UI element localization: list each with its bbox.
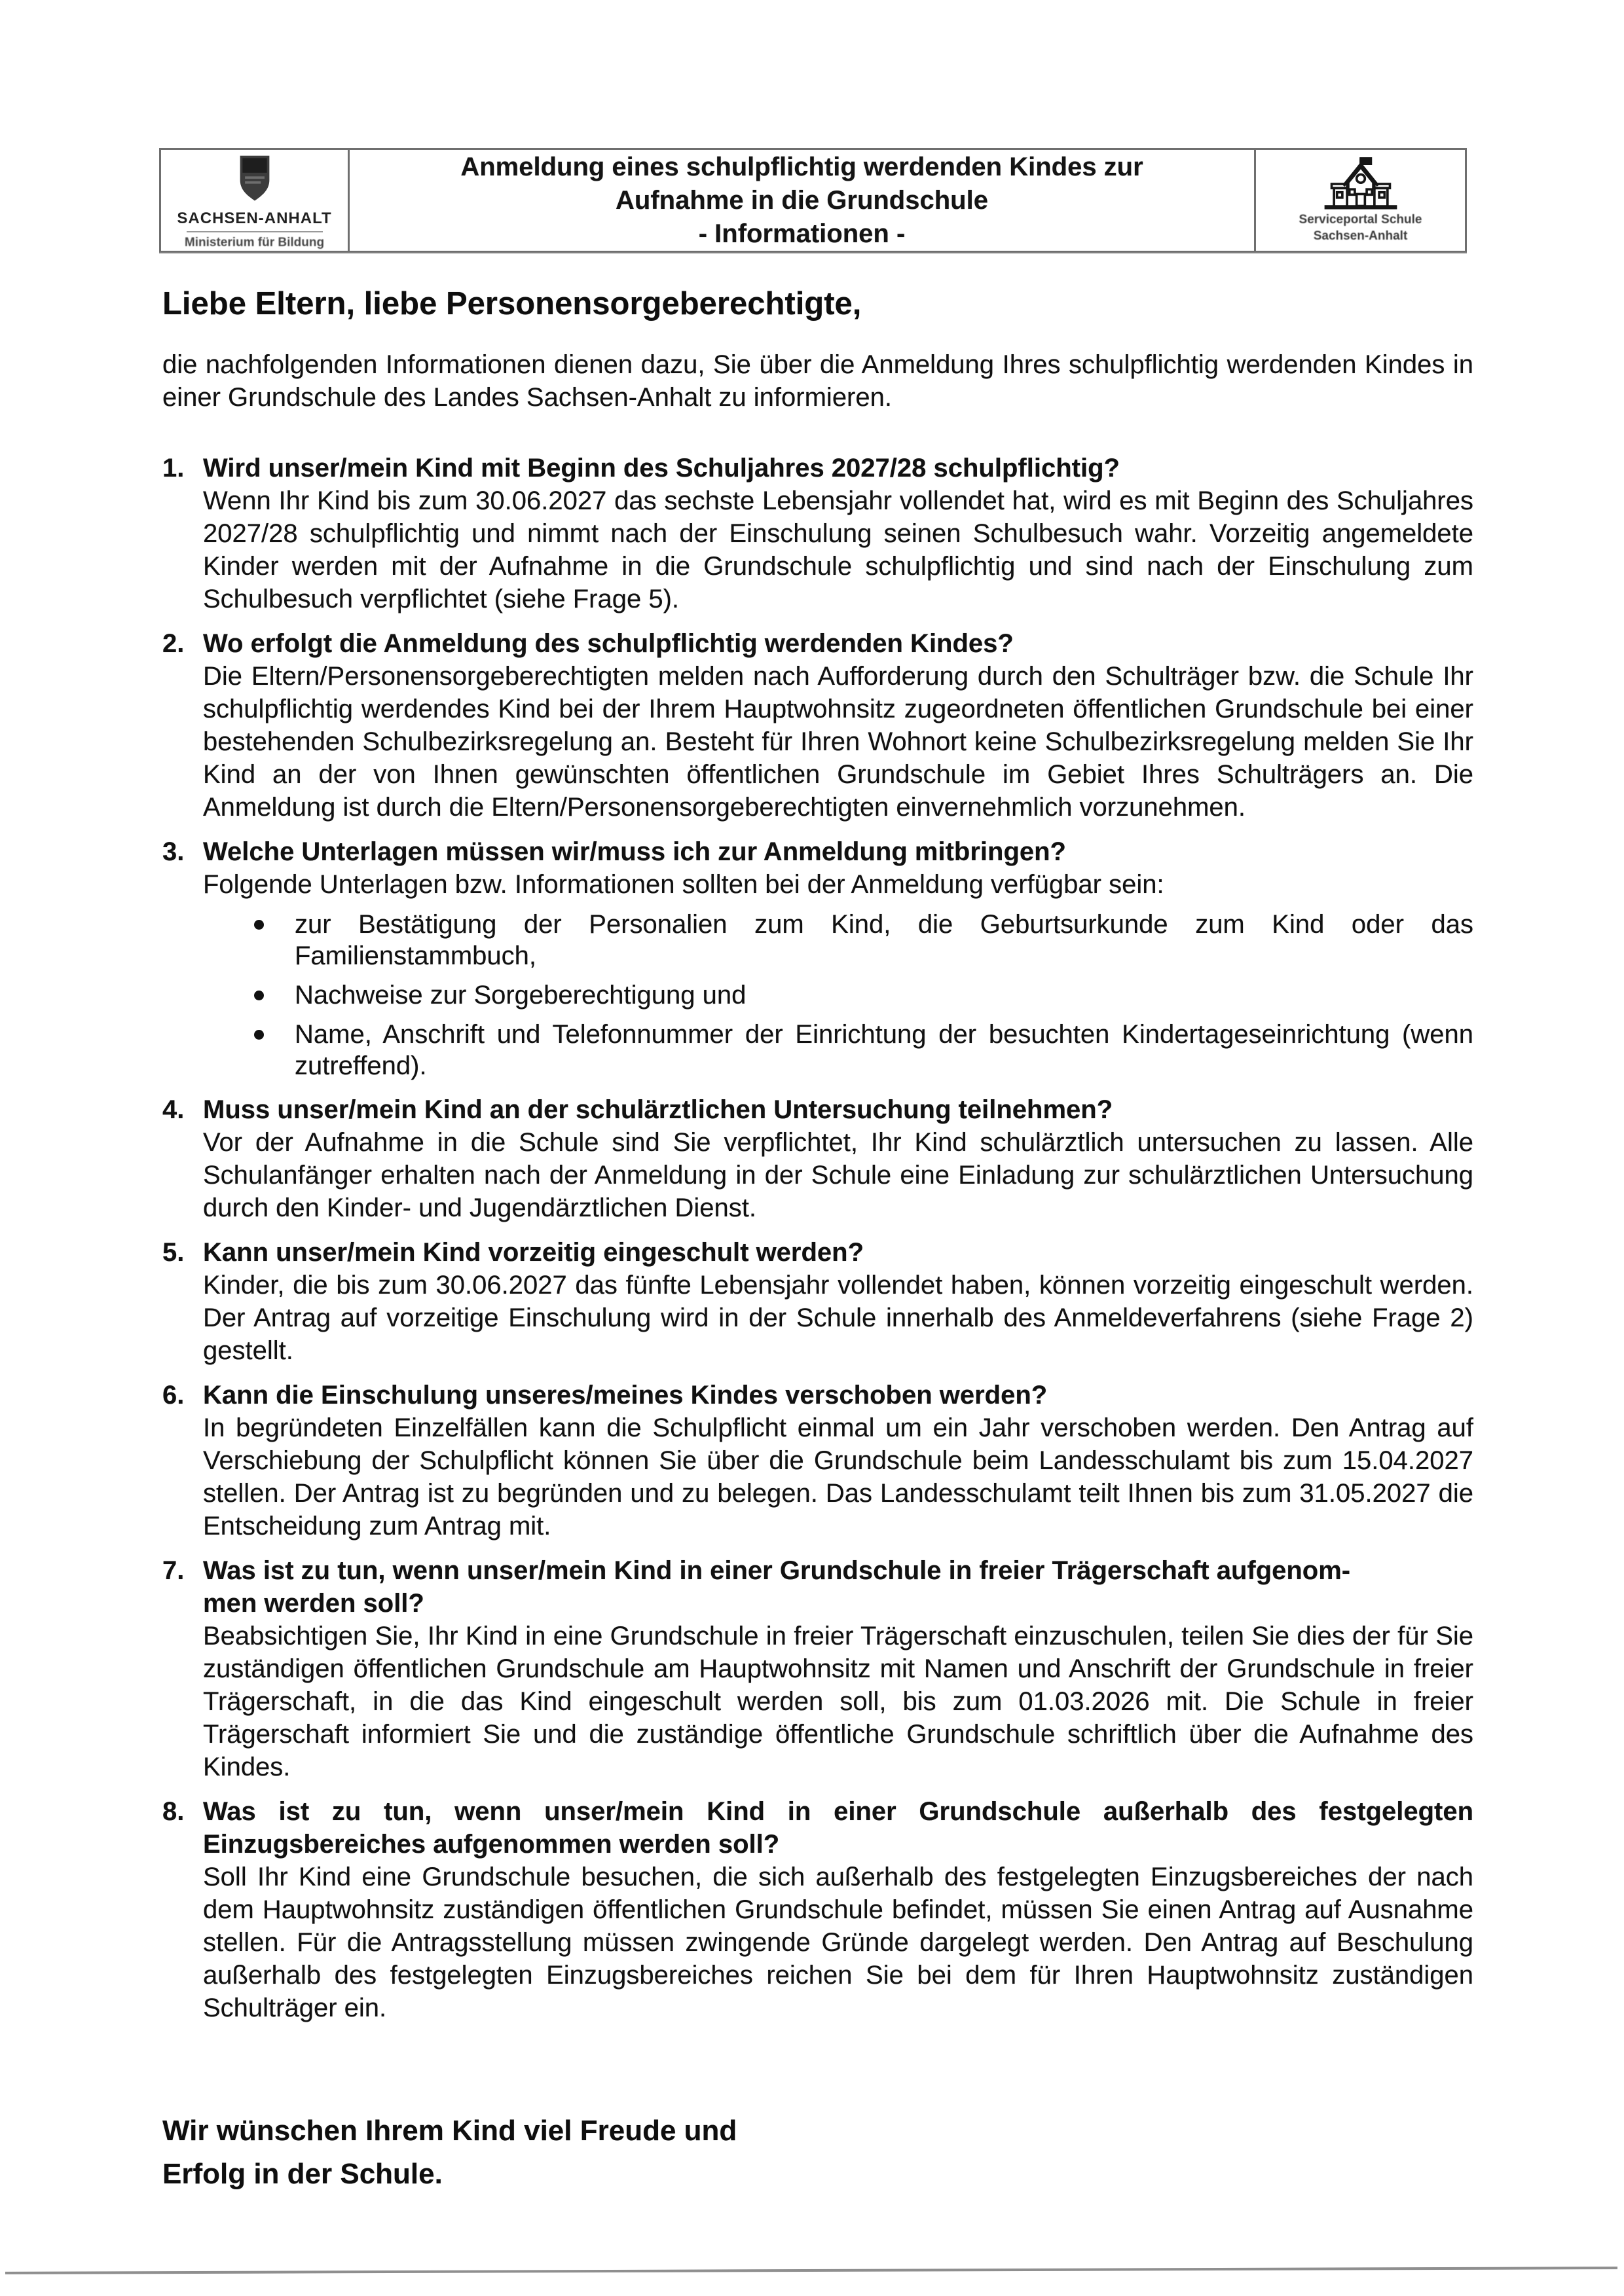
question-heading-line-2: Einzugsbereiches aufgenommen werden soll? xyxy=(203,1830,780,1859)
form-title-line-1: Anmeldung eines schulpflichtig werdenden Kindes zur xyxy=(460,152,1143,181)
question-number: 1. xyxy=(162,454,185,483)
form-header xyxy=(159,148,1467,253)
question-heading: Wo erfolgt die Anmeldung des schulpflichtig werdenden Kindes? xyxy=(203,629,1014,658)
question-item-2 xyxy=(162,627,1473,824)
question-number: 2. xyxy=(162,629,185,658)
question-answer: Kinder, die bis zum 30.06.2027 das fünfte Lebensjahr vollendet haben, können vorzeitig eingeschult werden. Der Antrag auf vorzeitige Einschulung wird in der Schule innerhalb des Anmeldeverfahrens (siehe Frage 2) gestellt. xyxy=(203,1271,1473,1365)
bullet-text: Name, Anschrift und Telefonnummer der Einrichtung der besuchten Kindertageseinrichtung (wenn zutreffend). xyxy=(295,1020,1473,1080)
question-item-5 xyxy=(162,1236,1473,1367)
question-item-7 xyxy=(162,1554,1473,1783)
question-number: 8. xyxy=(162,1797,185,1826)
question-item-4 xyxy=(162,1093,1473,1224)
closing-line-1: Wir wünschen Ihrem Kind viel Freude und xyxy=(162,2115,737,2147)
question-answer: Vor der Aufnahme in die Schule sind Sie verpflichtet, Ihr Kind schulärztlich untersuchen zu lassen. Alle Schulanfänger erhalten nach der Anmeldung in der Schule eine Einladung zur schulärztlichen Untersuchung durch den Kinder- und Jugendärztlichen Dienst. xyxy=(203,1128,1473,1222)
bullet-dot xyxy=(254,1030,264,1040)
state-logo-name: SACHSEN-ANHALT xyxy=(177,210,332,227)
question-answer: In begründeten Einzelfällen kann die Schulpflicht einmal um ein Jahr verschoben werden. Den Antrag auf Verschiebung der Schulpflicht können Sie über die Grundschule beim Landesschulamt bis zum 15.04.2027 stellen. Der Antrag ist zu begründen und zu belegen. Das Landesschulamt teilt Ihnen bis zum 31.05.2027 die Entscheidung zum Antrag mit. xyxy=(203,1413,1473,1540)
bullet-dot xyxy=(254,920,264,930)
closing-message xyxy=(162,2109,737,2196)
salutation-heading: Liebe Eltern, liebe Personensorgeberechtigte, xyxy=(162,286,862,321)
serviceportal-caption-line-2: Sachsen-Anhalt xyxy=(1313,229,1408,243)
bullet-text: zur Bestätigung der Personalien zum Kind, die Geburtsurkunde zum Kind oder das Familienstammbuch, xyxy=(295,910,1473,970)
question-answer: Die Eltern/Personensorgeberechtigten melden nach Aufforderung durch den Schulträger bzw. die Schule Ihr schulpflichtig werdendes Kind bei der Ihrem Hauptwohnsitz zugeordneten öffentlichen Grundschule bei einer bestehenden Schulbezirksregelung an. Besteht für Ihren Wohnort keine Schulbezirksregelung melden Sie Ihr Kind an der von Ihnen gewünschten öffentlichen Grundschule im Gebiet Ihres Schulträgers an. Die Anmeldung ist durch die Eltern/Personensorgeberechtigten einvernehmlich vorzunehmen. xyxy=(203,662,1473,822)
bullet-item xyxy=(203,979,1473,1011)
question-lead: Folgende Unterlagen bzw. Informationen sollten bei der Anmeldung verfügbar sein: xyxy=(203,870,1164,899)
question-heading: Muss unser/mein Kind an der schulärztlichen Untersuchung teilnehmen? xyxy=(203,1095,1113,1124)
bullet-text: Nachweise zur Sorgeberechtigung und xyxy=(295,981,747,1010)
form-title-line-3: - Informationen - xyxy=(698,219,906,248)
question-number: 7. xyxy=(162,1556,185,1585)
serviceportal-caption-line-1: Serviceportal Schule xyxy=(1299,213,1422,227)
question-number: 6. xyxy=(162,1381,185,1410)
school-building-icon xyxy=(1322,156,1399,211)
question-heading-line-1: Was ist zu tun, wenn unser/mein Kind in einer Grundschule in freier Trägerschaft aufgenom- xyxy=(203,1556,1351,1585)
question-item-3 xyxy=(162,835,1473,1082)
question-item-6 xyxy=(162,1379,1473,1542)
question-item-8 xyxy=(162,1795,1473,2024)
document-body xyxy=(162,285,1473,2036)
form-title xyxy=(350,150,1254,251)
question-heading: Kann die Einschulung unseres/meines Kindes verschoben werden? xyxy=(203,1381,1048,1410)
scan-artifact-line xyxy=(5,2267,1617,2274)
question-number: 4. xyxy=(162,1095,185,1124)
question-heading-line-1: Was ist zu tun, wenn unser/mein Kind in einer Grundschule außerhalb des festgelegten xyxy=(203,1797,1473,1826)
state-logo-subtitle: Ministerium für Bildung xyxy=(184,236,325,249)
question-number: 5. xyxy=(162,1238,185,1267)
question-heading: Welche Unterlagen müssen wir/muss ich zur Anmeldung mitbringen? xyxy=(203,837,1066,866)
bullet-item xyxy=(203,909,1473,972)
serviceportal-logo-block xyxy=(1254,150,1465,251)
question-answer: Wenn Ihr Kind bis zum 30.06.2027 das sechste Lebensjahr vollendet hat, wird es mit Beginn des Schuljahres 2027/28 schulpflichtig und nimmt nach der Einschulung seinen Schulbesuch wahr. Vorzeitig angemeldete Kinder werden mit der Aufnahme in die Grundschule schulpflichtig und sind nach der Einschulung zum Schulbesuch verpflichtet (siehe Frage 5). xyxy=(203,486,1473,613)
question-heading-line-2: men werden soll? xyxy=(203,1589,424,1618)
form-title-line-2: Aufnahme in die Grundschule xyxy=(616,185,988,215)
question-number: 3. xyxy=(162,837,185,866)
bullet-dot xyxy=(254,991,264,1000)
question-heading: Kann unser/mein Kind vorzeitig eingeschult werden? xyxy=(203,1238,864,1267)
state-logo-block xyxy=(161,150,350,251)
bullet-item xyxy=(203,1019,1473,1082)
question-answer: Soll Ihr Kind eine Grundschule besuchen, die sich außerhalb des festgelegten Einzugsbereiches der nach dem Hauptwohnsitz zuständigen öffentlichen Grundschule befindet, müssen Sie einen Antrag auf Ausnahme stellen. Für die Antragsstellung müssen zwingende Gründe dargelegt werden. Den Antrag auf Beschulung außerhalb des festgelegten Einzugsbereiches reichen Sie bei dem für Ihren Hauptwohnsitz zuständigen Schulträger ein. xyxy=(203,1863,1473,2022)
question-heading: Wird unser/mein Kind mit Beginn des Schuljahres 2027/28 schulpflichtig? xyxy=(203,454,1120,483)
question-answer: Beabsichtigen Sie, Ihr Kind in eine Grundschule in freier Trägerschaft einzuschulen, teilen Sie dies der für Sie zuständigen öffentlichen Grundschule am Hauptwohnsitz mit Namen und Anschrift der Grundschule in freier Trägerschaft, in die das Kind eingeschult werden soll, bis zum 01.03.2026 mit. Die Schule in freier Trägerschaft informiert Sie und die zuständige öffentliche Grundschule schriftlich über die Aufnahme des Kindes. xyxy=(203,1622,1473,1781)
state-logo-divider xyxy=(187,231,323,232)
closing-line-2: Erfolg in der Schule. xyxy=(162,2158,443,2190)
question-item-1 xyxy=(162,452,1473,615)
coat-of-arms-icon xyxy=(235,153,274,207)
intro-paragraph: die nachfolgenden Informationen dienen dazu, Sie über die Anmeldung Ihres schulpflichtig werdenden Kindes in einer Grundschule des Landes Sachsen-Anhalt zu informieren. xyxy=(162,350,1473,412)
